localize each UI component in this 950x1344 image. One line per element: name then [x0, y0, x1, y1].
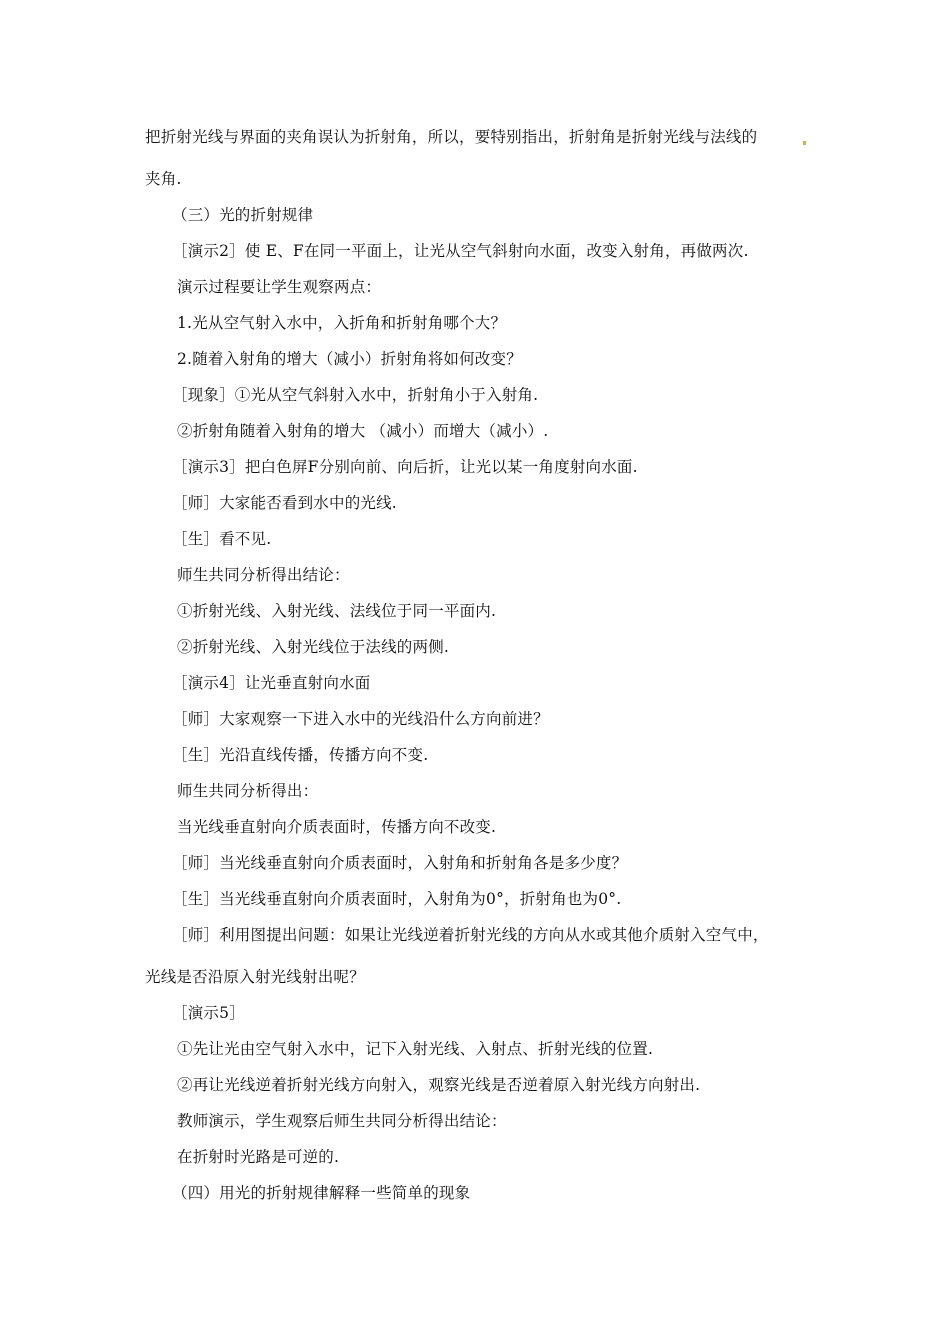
list-item-2: 2.随着入射角的增大（减小）折射角将如何改变？ [177, 350, 522, 368]
demo-4-line: ［演示4］让光垂直射向水面 [172, 674, 371, 692]
phenomenon-line-2: ②折射角随着入射角的增大 （减小）而增大（减小）. [177, 422, 549, 440]
conclusion-intro: 师生共同分析得出结论： [177, 566, 350, 584]
student-line-2: ［生］光沿直线传播，传播方向不变. [172, 746, 429, 764]
teacher-line-2: ［师］大家观察一下进入水中的光线沿什么方向前进？ [172, 710, 549, 728]
conclusion-item-1: ①折射光线、入射光线、法线位于同一平面内. [177, 602, 497, 620]
list-item-1: 1.光从空气射入水中，入折角和折射角哪个大？ [177, 314, 507, 332]
section-heading-3: （三）光的折射规律 [172, 206, 314, 224]
final-conclusion: 在折射时光路是可逆的. [177, 1148, 340, 1166]
demo-5-step-1: ①先让光由空气射入水中，记下入射光线、入射点、折射光线的位置. [177, 1040, 654, 1058]
paragraph-line-2: 夹角. [145, 170, 182, 188]
demo-5-label: ［演示5］ [172, 1004, 245, 1022]
teacher-line-3: ［师］当光线垂直射向介质表面时，入射角和折射角各是多少度？ [172, 854, 628, 872]
teacher-line-1: ［师］大家能否看到水中的光线. [172, 494, 397, 512]
conclusion-item-2: ②折射光线、入射光线位于法线的两侧. [177, 638, 450, 656]
analysis-line: 师生共同分析得出： [177, 782, 319, 800]
question-line: 光线是否沿原入射光线射出呢？ [145, 968, 365, 986]
demo-3-line: ［演示3］把白色屏F分别向前、向后折，让光以某一角度射向水面. [172, 458, 638, 476]
section-heading-4: （四）用光的折射规律解释一些简单的现象 [172, 1184, 471, 1202]
paragraph-line-5: 演示过程要让学生观察两点： [177, 278, 382, 296]
student-line-1: ［生］看不见. [172, 530, 272, 548]
student-line-3: ［生］当光线垂直射向介质表面时，入射角为0°，折射角也为0°. [172, 890, 622, 908]
phenomenon-line: ［现象］①光从空气斜射入水中，折射角小于入射角. [172, 386, 539, 404]
teacher-line-4: ［师］利用图提出问题：如果让光线逆着折射光线的方向从水或其他介质射入空气中， [172, 926, 769, 944]
annotation-mark [803, 141, 806, 145]
demo-5-step-2: ②再让光线逆着折射光线方向射入，观察光线是否逆着原入射光线方向射出. [177, 1076, 701, 1094]
conclusion-line: 当光线垂直射向介质表面时，传播方向不改变. [177, 818, 497, 836]
demo-5-analysis: 教师演示，学生观察后师生共同分析得出结论： [177, 1112, 507, 1130]
demo-2-line: ［演示2］使 E、F在同一平面上，让光从空气斜射向水面，改变入射角，再做两次. [172, 242, 749, 260]
paragraph-line-1: 把折射光线与界面的夹角误认为折射角，所以，要特别指出，折射角是折射光线与法线的 [145, 128, 758, 146]
